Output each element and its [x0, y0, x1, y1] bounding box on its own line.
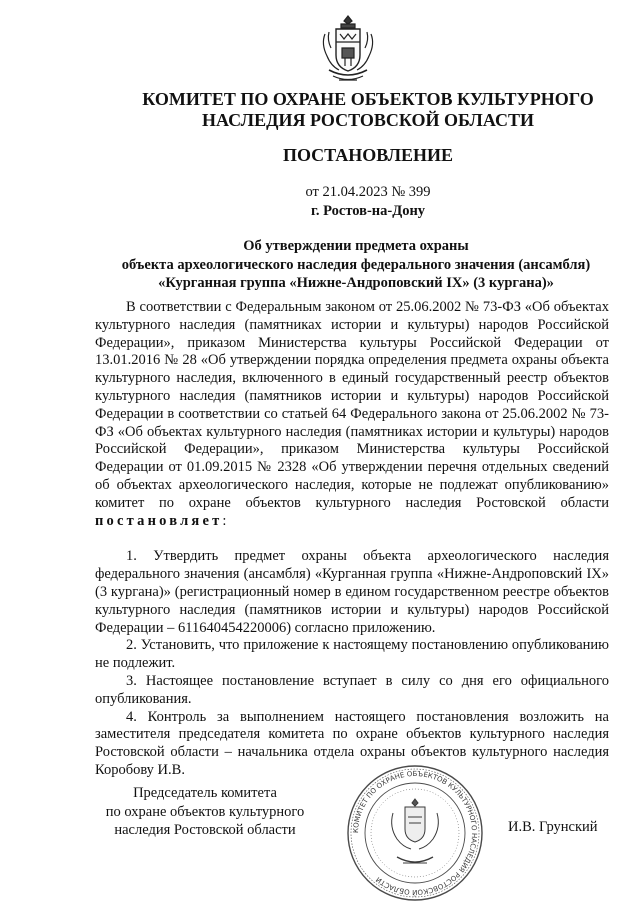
- city: г. Ростов-на-Дону: [310, 203, 426, 219]
- signatory-title: [95, 784, 315, 840]
- org-line-2: НАСЛЕДИЯ РОСТОВСКОЙ ОБЛАСТИ: [202, 110, 534, 130]
- decree-item-3: 3. Настоящее постановление вступает в силу со дня его официального опубликования.: [95, 672, 609, 707]
- document-type: ПОСТАНОВЛЕНИЕ: [282, 145, 454, 165]
- coat-of-arms-icon: [319, 14, 377, 86]
- decree-item-1: 1. Утвердить предмет охраны объекта археологического наследия федерального значения (ансамбля) «Курганная группа «Нижне-Андроповский IX» (3 кургана)» (регистрационный номер в едином государственном реестре объектов культурного наследия (памятников истории и культуры) народов Российской Федерации – 611640454220006) согласно приложению.: [95, 548, 609, 636]
- preamble-text: В соответствии с Федеральным законом от 25.06.2002 № 73-ФЗ «Об объектах культурного наследия (памятниках истории и культуры) народов Российской Федерации», приказом Министерства культуры Российской Федерации от 13.01.2016 № 28 «Об утверждении порядка определения предмета охраны объекта культурного наследия, включенного в единый государственный реестр объектов культурного наследия (памятников истории и культуры) народов Российской Федерации в соответствии со статьей 64 Федерального закона от 25.06.2002 № 73-ФЗ «Об объектах культурного наследия (памятниках истории и культуры) народов Российской Федерации», приказом Министерства культуры Российской Федерации от 01.09.2015 № 2328 «Об утверждении перечня отдельных сведений об объектах археологического наследия, которые не подлежат опубликованию» комитет по охране объектов культурного наследия Ростовской области: [95, 299, 609, 511]
- subject-line-2: объекта археологического наследия федерального значения (ансамбля): [121, 256, 591, 273]
- official-seal-icon: [345, 763, 485, 903]
- document-body: [95, 299, 609, 780]
- signatory-name: И.В. Грунский: [508, 819, 598, 835]
- seal-outer-text: КОМИТЕТ ПО ОХРАНЕ ОБЪЕКТОВ КУЛЬТУРНОГО НАСЛЕДИЯ РОСТОВСКОЙ ОБЛАСТИ: [351, 769, 479, 897]
- signatory-title-line-2: по охране объектов культурного: [105, 803, 305, 820]
- signatory-title-line-1: Председатель комитета: [133, 785, 277, 801]
- date-number: от 21.04.2023 № 399: [305, 184, 431, 200]
- date-number-block: [130, 183, 606, 221]
- subject-line-3: «Курганная группа «Нижне-Андроповский IX» (3 кургана)»: [158, 275, 554, 291]
- decree-item-2: 2. Установить, что приложение к настоящему постановлению опубликованию не подлежит.: [95, 637, 609, 672]
- document-subject: [96, 237, 616, 293]
- decree-item-4: 4. Контроль за выполнением настоящего постановления возложить на заместителя председателя комитета по охране объектов культурного наследия Ростовской области – начальника отдела охраны объектов культурного наследия Коробову И.В.: [95, 708, 609, 778]
- decree-colon: :: [222, 512, 227, 529]
- decree-word: постановляет: [95, 512, 223, 529]
- signatory-title-line-3: наследия Ростовской области: [114, 822, 296, 838]
- preamble-paragraph: [95, 299, 609, 530]
- subject-line-1: Об утверждении предмета охраны: [243, 238, 469, 254]
- org-line-1: КОМИТЕТ ПО ОХРАНЕ ОБЪЕКТОВ КУЛЬТУРНОГО: [142, 89, 594, 109]
- organization-name: [130, 89, 606, 131]
